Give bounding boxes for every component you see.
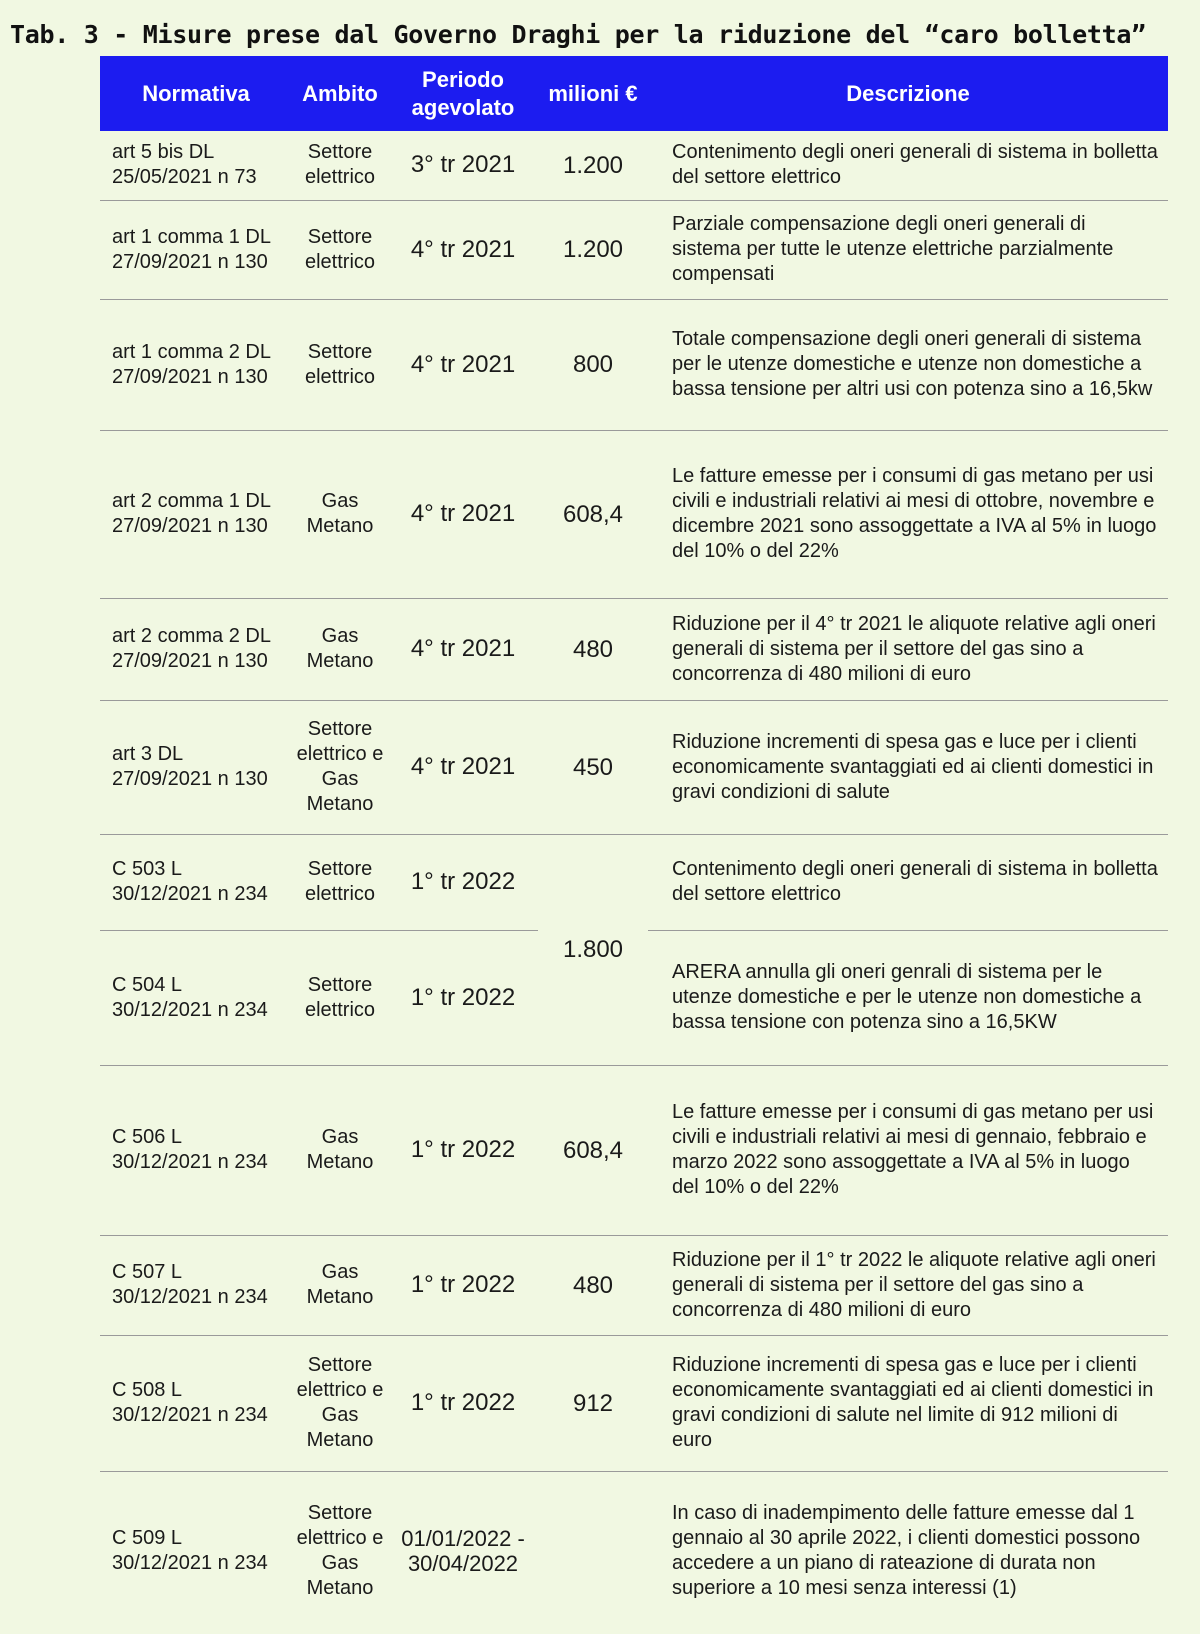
- cell-periodo: 4° tr 2021: [388, 200, 538, 299]
- cell-milioni: [538, 1471, 648, 1631]
- cell-milioni: 800: [538, 299, 648, 430]
- cell-normativa: art 3 DL 27/09/2021 n 130: [100, 700, 292, 834]
- cell-ambito: Settore elettrico: [292, 930, 388, 1065]
- cell-descrizione: Riduzione incrementi di spesa gas e luce per i clienti economicamente svantaggiati ed ai clienti domestici in gravi condizioni di salute: [648, 700, 1168, 834]
- table-row: [100, 430, 1168, 598]
- cell-periodo: 4° tr 2021: [388, 700, 538, 834]
- cell-milioni: 480: [538, 598, 648, 700]
- cell-periodo: 1° tr 2022: [388, 1335, 538, 1471]
- table-row: [100, 1471, 1168, 1631]
- cell-descrizione: Parziale compensazione degli oneri generali di sistema per tutte le utenze elettriche parzialmente compensati: [648, 200, 1168, 299]
- cell-normativa: art 2 comma 2 DL 27/09/2021 n 130: [100, 598, 292, 700]
- cell-milioni: 1.200: [538, 200, 648, 299]
- cell-periodo: 01/01/2022 - 30/04/2022: [401, 1526, 525, 1577]
- header-normativa: Normativa: [100, 56, 292, 131]
- cell-normativa: C 503 L 30/12/2021 n 234: [100, 834, 292, 930]
- cell-milioni: 1.800: [538, 834, 648, 1065]
- measures-table: [100, 56, 1168, 1631]
- header-periodo-line1: Periodo: [422, 66, 504, 92]
- cell-periodo: 4° tr 2021: [388, 598, 538, 700]
- table-row: [100, 834, 1168, 930]
- cell-ambito: Settore elettrico e Gas Metano: [296, 1502, 384, 1600]
- header-row: [100, 56, 1168, 131]
- header-milioni: milioni €: [538, 56, 648, 131]
- cell-ambito: Settore elettrico: [292, 131, 388, 200]
- cell-descrizione: Riduzione incrementi di spesa gas e luce per i clienti economicamente svantaggiati ed ai clienti domestici in gravi condizioni di salute nel limite di 912 milioni di euro: [648, 1335, 1168, 1471]
- cell-normativa: C 509 L 30/12/2021 n 234: [112, 1527, 268, 1575]
- table-row: [100, 200, 1168, 299]
- cell-milioni: 480: [538, 1235, 648, 1335]
- cell-ambito: Gas Metano: [292, 1065, 388, 1235]
- cell-normativa: C 506 L 30/12/2021 n 234: [100, 1065, 292, 1235]
- cell-periodo: 1° tr 2022: [388, 930, 538, 1065]
- table-row: [100, 1065, 1168, 1235]
- cell-descrizione: In caso di inadempimento delle fatture emesse dal 1 gennaio al 30 aprile 2022, i clienti domestici possono accedere a un piano di rateazione di durata non superiore a 10 mesi senza interessi (1): [672, 1502, 1141, 1600]
- header-periodo-line2: agevolato: [411, 94, 515, 120]
- cell-ambito: Gas Metano: [292, 598, 388, 700]
- cell-milioni: 608,4: [538, 1065, 648, 1235]
- cell-descrizione: Contenimento degli oneri generali di sistema in bolletta del settore elettrico: [648, 834, 1168, 930]
- cell-normativa: art 1 comma 1 DL 27/09/2021 n 130: [100, 200, 292, 299]
- cell-milioni: 608,4: [538, 430, 648, 598]
- cell-milioni: 450: [538, 700, 648, 834]
- cell-ambito: Gas Metano: [292, 1235, 388, 1335]
- cell-ambito: Settore elettrico: [292, 834, 388, 930]
- table-row: [100, 131, 1168, 200]
- table-title: Tab. 3 - Misure prese dal Governo Draghi per la riduzione del “caro bolletta”: [10, 20, 1146, 49]
- cell-periodo: 4° tr 2021: [388, 299, 538, 430]
- cell-ambito: Gas Metano: [292, 430, 388, 598]
- cell-periodo: 3° tr 2021: [388, 131, 538, 200]
- cell-normativa: C 507 L 30/12/2021 n 234: [100, 1235, 292, 1335]
- cell-descrizione: Le fatture emesse per i consumi di gas metano per usi civili e industriali relativi ai mesi di gennaio, febbraio e marzo 2022 sono assoggettate a IVA al 5% in luogo del 10% o del 22%: [648, 1065, 1168, 1235]
- cell-normativa: art 2 comma 1 DL 27/09/2021 n 130: [100, 430, 292, 598]
- cell-normativa: art 1 comma 2 DL 27/09/2021 n 130: [100, 299, 292, 430]
- header-descrizione: Descrizione: [648, 56, 1168, 131]
- cell-ambito: Settore elettrico e Gas Metano: [292, 1335, 388, 1471]
- cell-descrizione: Contenimento degli oneri generali di sistema in bolletta del settore elettrico: [648, 131, 1168, 200]
- table-row: [100, 1235, 1168, 1335]
- cell-descrizione: Riduzione per il 1° tr 2022 le aliquote relative agli oneri generali di sistema per il settore del gas sino a concorrenza di 480 milioni di euro: [648, 1235, 1168, 1335]
- cell-descrizione: Le fatture emesse per i consumi di gas metano per usi civili e industriali relativi ai mesi di ottobre, novembre e dicembre 2021 sono assoggettate a IVA al 5% in luogo del 10% o del 22%: [648, 430, 1168, 598]
- cell-periodo: 4° tr 2021: [388, 430, 538, 598]
- table-row: [100, 1335, 1168, 1471]
- cell-ambito: Settore elettrico e Gas Metano: [292, 700, 388, 834]
- cell-milioni: 1.200: [538, 131, 648, 200]
- cell-descrizione: ARERA annulla gli oneri genrali di sistema per le utenze domestiche e per le utenze non domestiche a bassa tensione con potenza sino a 16,5KW: [648, 930, 1168, 1065]
- cell-periodo: 1° tr 2022: [388, 834, 538, 930]
- cell-normativa: C 508 L 30/12/2021 n 234: [100, 1335, 292, 1471]
- cell-periodo: 1° tr 2022: [388, 1065, 538, 1235]
- cell-descrizione: Totale compensazione degli oneri generali di sistema per le utenze domestiche e utenze non domestiche a bassa tensione per altri usi con potenza sino a 16,5kw: [648, 299, 1168, 430]
- cell-periodo: 1° tr 2022: [388, 1235, 538, 1335]
- table-row: [100, 598, 1168, 700]
- cell-ambito: Settore elettrico: [292, 299, 388, 430]
- header-periodo: [388, 56, 538, 131]
- cell-descrizione: Riduzione per il 4° tr 2021 le aliquote relative agli oneri generali di sistema per il settore del gas sino a concorrenza di 480 milioni di euro: [648, 598, 1168, 700]
- cell-normativa: art 5 bis DL 25/05/2021 n 73: [100, 131, 292, 200]
- header-ambito: Ambito: [292, 56, 388, 131]
- cell-ambito: Settore elettrico: [292, 200, 388, 299]
- table-row: [100, 299, 1168, 430]
- cell-milioni: 912: [538, 1335, 648, 1471]
- cell-normativa: C 504 L 30/12/2021 n 234: [100, 930, 292, 1065]
- table-row: [100, 700, 1168, 834]
